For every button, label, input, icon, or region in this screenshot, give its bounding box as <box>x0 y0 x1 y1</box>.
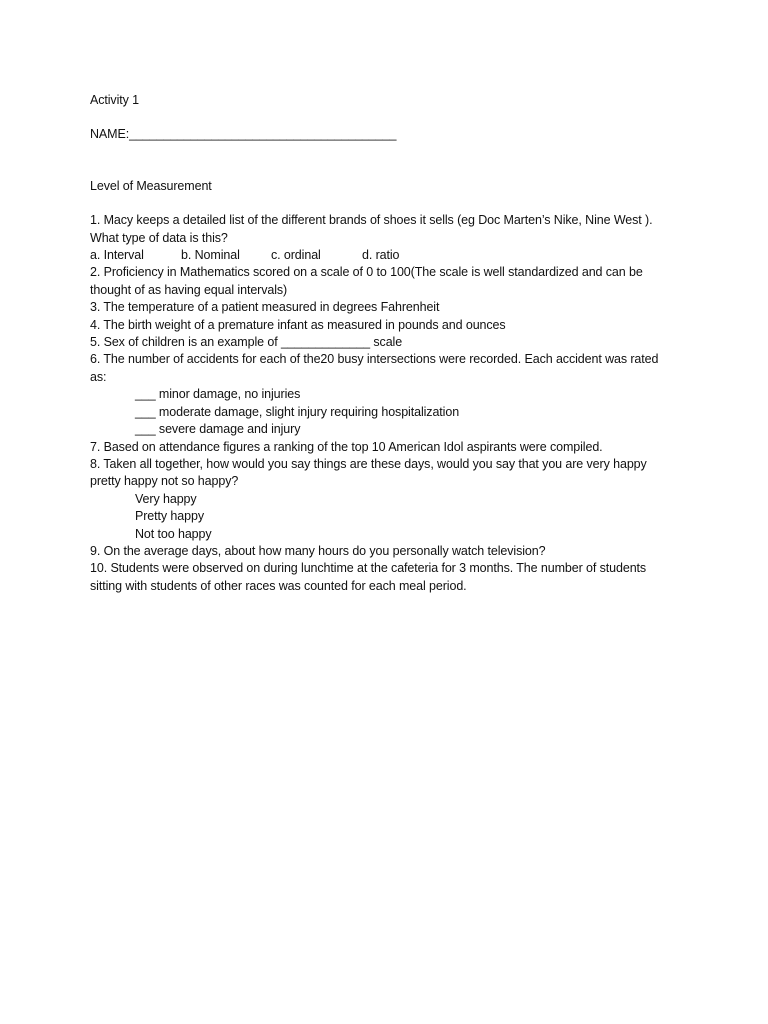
question-3: 3. The temperature of a patient measured in degrees Fahrenheit <box>90 300 440 315</box>
question-1-line-1: 1. Macy keeps a detailed list of the different brands of shoes it sells (eg Doc Marten’s Nike, Nine West ). <box>90 213 653 228</box>
option-b: b. Nominal <box>181 248 240 263</box>
section-title: Level of Measurement <box>90 178 212 193</box>
activity-title: Activity 1 <box>90 93 140 107</box>
question-6-item-3: ___ severe damage and injury <box>135 422 301 437</box>
question-2-line-1: 2. Proficiency in Mathematics scored on a scale of 0 to 100(The scale is well standardized and can be <box>90 265 643 280</box>
name-field-line: NAME:_______________________________________ <box>90 127 397 142</box>
question-10-line-2: sitting with students of other races was counted for each meal period. <box>90 578 467 593</box>
option-a: a. Interval <box>90 248 144 263</box>
question-2-line-2: thought of as having equal intervals) <box>90 282 288 297</box>
question-8-line-2: pretty happy not so happy? <box>90 474 239 489</box>
question-6-line-2: as: <box>90 369 107 384</box>
question-8-item-3: Not too happy <box>135 526 212 541</box>
question-6-line-1: 6. The number of accidents for each of the20 busy intersections were recorded. Each accident was rated <box>90 352 659 367</box>
question-10-line-1: 10. Students were observed on during lunchtime at the cafeteria for 3 months. The number of students <box>90 561 647 576</box>
question-8-item-1: Very happy <box>135 491 197 506</box>
question-8-item-2: Pretty happy <box>135 509 204 524</box>
document-content <box>90 92 690 595</box>
question-1-line-2: What type of data is this? <box>90 230 228 245</box>
question-6-item-2: ___ moderate damage, slight injury requiring hospitalization <box>135 404 460 419</box>
question-9: 9. On the average days, about how many hours do you personally watch television? <box>90 543 546 558</box>
question-8-line-1: 8. Taken all together, how would you say things are these days, would you say that you are very happy <box>90 456 647 471</box>
option-c: c. ordinal <box>271 248 321 263</box>
question-6-item-1: ___ minor damage, no injuries <box>135 387 301 402</box>
question-5: 5. Sex of children is an example of _____________ scale <box>90 335 403 350</box>
question-1-options <box>90 247 690 264</box>
question-7: 7. Based on attendance figures a ranking of the top 10 American Idol aspirants were compiled. <box>90 439 603 454</box>
option-d: d. ratio <box>362 248 400 263</box>
question-4: 4. The birth weight of a premature infant as measured in pounds and ounces <box>90 317 506 332</box>
